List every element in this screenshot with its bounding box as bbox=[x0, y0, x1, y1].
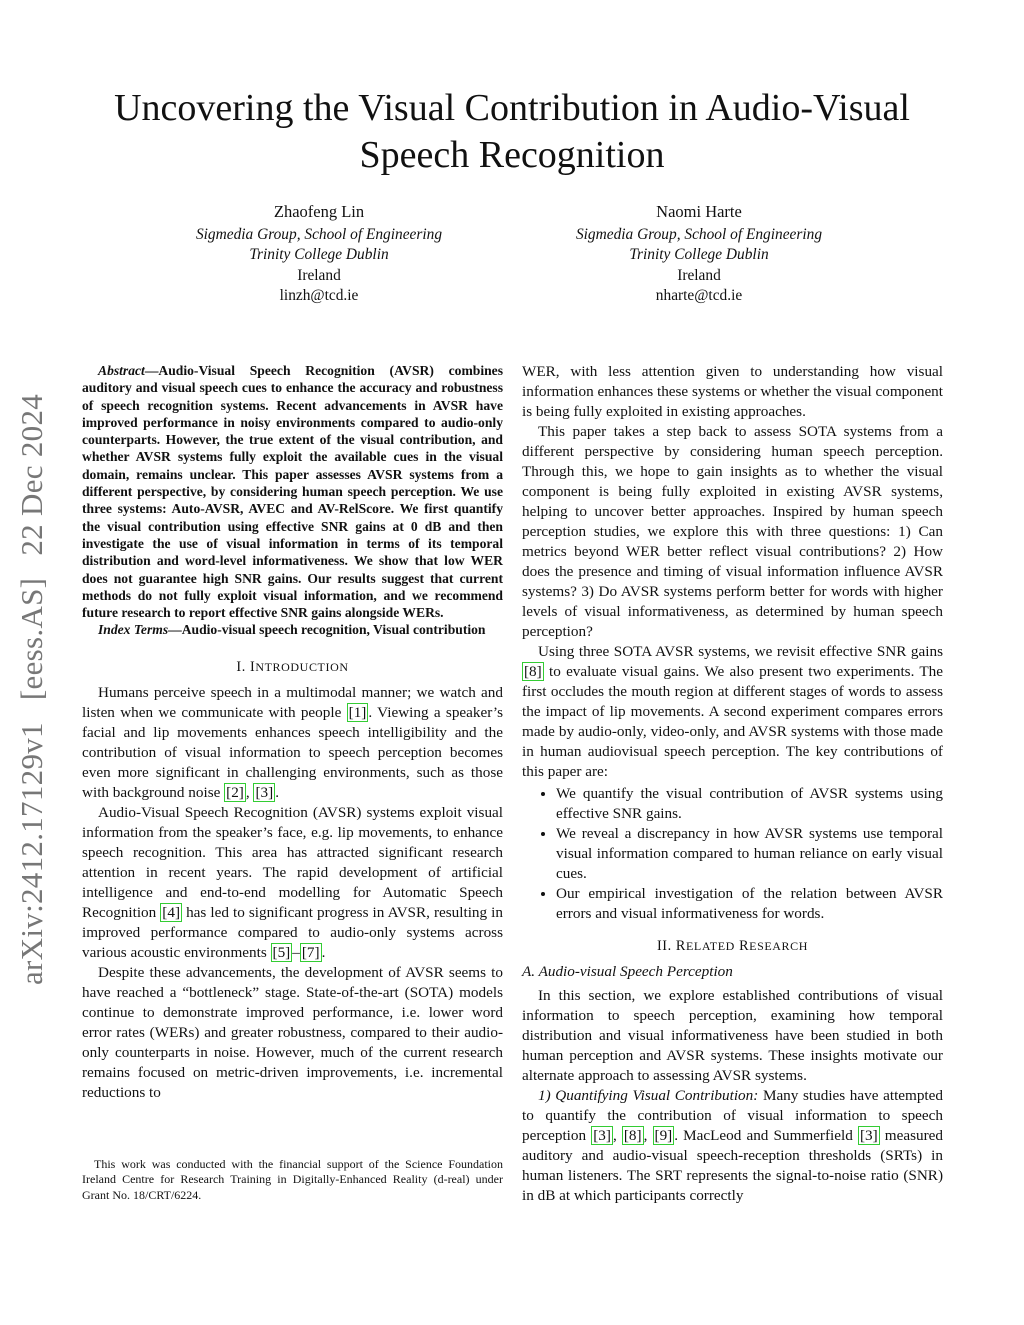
author-affiliation: Sigmedia Group, School of Engineering bbox=[195, 225, 443, 243]
body-paragraph: WER, with less attention given to understanding how visual information enhances these systems or whether the visual component is being fully exploited in existing approaches. bbox=[522, 363, 943, 420]
list-item: • Our empirical investigation of the relation between AVSR errors and visual informativeness for words. bbox=[556, 884, 943, 924]
section-heading-related-research: II. RELATED RESEARCH bbox=[656, 938, 809, 954]
arxiv-category: [eess.AS] bbox=[14, 577, 49, 701]
index-terms-label: Index Terms bbox=[98, 622, 169, 638]
list-item: • We quantify the visual contribution of AVSR systems using effective SNR gains. bbox=[556, 784, 943, 824]
paper-title bbox=[60, 85, 964, 179]
abstract bbox=[82, 362, 503, 621]
intro-paragraph-2: Audio-Visual Speech Recognition (AVSR) systems exploit visual information from the speaker’s face, e.g. lip movements, to enhance speech recognition. This area has attracted significant research attention in recent years. The rapid development of artificial intelligence and end-to-end modelling for Automatic Speech Recognition [4] has led to significant progress in AVSR, resulting in improved performance compared to audio-only systems across various acoustic environments [5] – [7] . bbox=[82, 803, 503, 961]
arxiv-date: 22 Dec 2024 bbox=[14, 393, 49, 556]
section-heading-introduction: I. INTRODUCTION bbox=[236, 658, 349, 675]
citation-link[interactable]: [8] bbox=[524, 663, 542, 680]
list-item: • We reveal a discrepancy in how AVSR systems use temporal visual information compared to human reliance on early visual cues. bbox=[556, 824, 943, 884]
title-line-1: Uncovering the Visual Contribution in Audio-Visual bbox=[114, 87, 910, 129]
citation-link[interactable]: [5] bbox=[272, 943, 291, 961]
body-paragraph: This paper takes a step back to assess SOTA systems from a different perspective by considering human speech perception. Through this, we hope to gain insights as to whether the visual component is being fully exploited in existing AVSR systems, helping to uncover better approaches. Inspired by human speech perception studies, we explore this with three questions: 1) Can metrics beyond WER better reflect visual contributions? 2) How does the presence and timing of visual information influence AVSR systems? 3) Do AVSR systems perform better for words with higher levels of visual informativeness, as determined by human speech perception? bbox=[522, 423, 943, 640]
right-column bbox=[522, 362, 943, 1206]
citation-link[interactable]: [7] bbox=[301, 943, 320, 961]
author-country: Ireland bbox=[297, 266, 341, 284]
citation-link[interactable]: [4] bbox=[162, 903, 181, 921]
left-column bbox=[82, 362, 503, 1103]
arxiv-stamp bbox=[14, 380, 50, 985]
author-email[interactable]: nharte@tcd.ie bbox=[655, 287, 743, 304]
body-paragraph: 1) Quantifying Visual Contribution: Many studies have attempted to quantify the contribution of visual information to speech perception [3] , [8] , [9] . MacLeod and Summerfield [3] measured auditory and audio-visual speech-reception thresholds (SRTs) in human listeners. The SRT represents the signal-to-noise ratio (SNR) in dB at which participants correctly bbox=[522, 1087, 943, 1204]
footnote: This work was conducted with the financial support of the Science Foundation Ireland Centre for Research Training in Digitally-Enhanced Reality (d-real) under Grant No. 18/CRT/6224. bbox=[82, 1157, 503, 1202]
author-block-2 bbox=[519, 202, 879, 307]
subsection-heading: A. Audio-visual Speech Perception bbox=[522, 963, 733, 980]
citation-link[interactable]: [2] bbox=[226, 783, 244, 801]
author-name: Zhaofeng Lin bbox=[273, 202, 365, 221]
author-country: Ireland bbox=[677, 266, 721, 284]
intro-paragraph-1: Humans perceive speech in a multimodal manner; we watch and listen when we communicate with people [1] . Viewing a speaker’s facial and lip movements enhances speech intelligibility and the contribution of visual information to speech perception becomes even more significant in challenging environments, such as those with background noise [2] , [3] . bbox=[82, 683, 503, 801]
title-line-2: Speech Recognition bbox=[359, 134, 665, 176]
contributions-list bbox=[522, 784, 943, 924]
author-institution: Trinity College Dublin bbox=[629, 246, 769, 263]
arxiv-id[interactable]: arXiv:2412.17129v1 bbox=[14, 722, 49, 985]
citation-link[interactable]: [3] bbox=[593, 1127, 611, 1144]
citation-link[interactable]: [1] bbox=[348, 703, 367, 721]
citation-link[interactable]: [3] bbox=[859, 1127, 878, 1144]
index-terms-text: —Audio-visual speech recognition, Visual contribution bbox=[168, 622, 486, 638]
citation-link[interactable]: [8] bbox=[623, 1127, 642, 1144]
author-block-1 bbox=[139, 202, 499, 307]
author-affiliation: Sigmedia Group, School of Engineering bbox=[575, 225, 823, 243]
intro-paragraph-3: Despite these advancements, the development of AVSR seems to have reached a “bottleneck” stage. State-of-the-art (SOTA) models continue to demonstrate improved performance, i.e. lower word error rates (WERs) and greater robustness, compared to their audio-only counterparts in noise. However, much of the current research remains focused on metric-driven improvements, i.e. incremental reductions to bbox=[82, 963, 503, 1101]
abstract-label: Abstract bbox=[98, 363, 145, 378]
author-name: Naomi Harte bbox=[656, 202, 742, 221]
body-paragraph: Using three SOTA AVSR systems, we revisit effective SNR gains [8] to evaluate visual gains. We also present two experiments. The first occludes the mouth region at different stages of words to assess the impact of lip movements. A second experiment compares errors made by audio-only, video-only, and AVSR systems with those made in human audiovisual speech perception. The key contributions of this paper are: bbox=[522, 643, 943, 780]
citation-link[interactable]: [3] bbox=[255, 783, 274, 801]
citation-link[interactable]: [9] bbox=[654, 1127, 673, 1144]
index-terms bbox=[82, 621, 503, 638]
abstract-text: —Audio-Visual Speech Recognition (AVSR) combines auditory and visual speech cues to enhance the accuracy and robustness of speech recognition systems. Recent advancements in AVSR have improved performance in noisy environments compared to audio-only counterparts. However, the true extent of the visual contribution, and whether AVSR systems fully exploit the available cues in the visual domain, remains unclear. This paper assesses AVSR systems from a different perspective, by considering human speech perception. We use three systems: Auto-AVSR, AVEC and AV-RelScore. We first quantify the visual contribution using effective SNR gains at 0 dB and then investigate the use of visual information in terms of its temporal distribution and word-level informativeness. We show that low WER does not guarantee high SNR gains. Our results suggest that current methods do not fully exploit visual information, and we recommend future research to report effective SNR gains alongside WERs. bbox=[82, 363, 503, 621]
body-paragraph: In this section, we explore established contributions of visual information to speech perception, examining how temporal distribution and visual informativeness have been studied in both human perception and AVSR systems. These insights motivate our alternate approach to assessing AVSR systems. bbox=[522, 987, 943, 1084]
author-email[interactable]: linzh@tcd.ie bbox=[279, 287, 359, 304]
paragraph-label: 1) Quantifying Visual Contribution: bbox=[538, 1087, 759, 1104]
author-institution: Trinity College Dublin bbox=[249, 246, 389, 263]
